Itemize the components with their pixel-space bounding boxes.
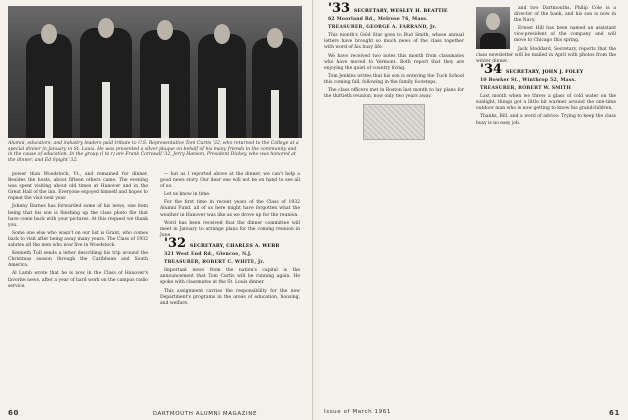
paragraph: Thanks, Bill, and a word of advice: Trying to keep the class busy is no easy job. [476, 114, 616, 126]
paragraph: We have received two notes this month from classmates who have moved to Vermont. Both report that they are enjoying the quiet of country living. [324, 53, 464, 71]
magazine-title: DARTMOUTH ALUMNI MAGAZINE [152, 411, 258, 417]
treasurer-label: TREASURER, GEORGE A. FARRAND, Jr. [328, 25, 437, 31]
photo-figure-head [157, 20, 173, 40]
photo-figure-shirt [271, 90, 279, 138]
photo-figure-head [267, 28, 283, 48]
secretary-address: 62 Moorland Rd., Melrose 76, Mass. [328, 17, 428, 23]
issue-label: Issue of March 1961 [324, 409, 391, 415]
page-number: 61 [609, 409, 620, 417]
paragraph: Last month when we threw a glass of cold water on the sunlight, things got a little bit warmer around the one-time outdoor man who is now getting to know his grandchildren. [476, 94, 616, 112]
right-column-2 [476, 6, 616, 129]
class-year: '32 [164, 235, 187, 251]
paragraph: Jack Stoddard, Secretary, reports that the class newsletter will be mailed in April with photos from the winter dinner. [476, 46, 616, 64]
paragraph: and two Dartmouths. Philip Cole is a director of the bank, and his son is now in the Navy. [514, 6, 616, 24]
secretary-label: SECRETARY, WESLEY H. BEATTIE [353, 9, 448, 14]
group-photo [8, 6, 302, 138]
secretary-address: 10 Bowker St., Winthrop 52, Mass. [480, 77, 577, 83]
photo-figure-shirt [45, 86, 53, 138]
secretary-label: SECRETARY, JOHN J. FOLEY [505, 69, 584, 75]
left-column-2 [160, 172, 300, 309]
secretary-address: 321 West End Rd., Glencoe, N.J. [164, 252, 252, 258]
class-heading [160, 235, 300, 251]
left-column-1 [8, 172, 148, 292]
portrait-photo [476, 7, 510, 49]
right-footer [324, 409, 620, 417]
paragraph: For the first time in recent years of the Class of 1932 Alumni Fund, all of us here might have forgotten what the weather in Hanover was like as we drove up for the reunion. [160, 200, 300, 218]
treasurer-label: TREASURER, ROBERT W. SMITH [480, 86, 572, 92]
secretary-label: SECRETARY, CHARLES A. WEBB [189, 243, 280, 249]
treasurer-label: TREASURER, ROBERT C. WHITE, Jr. [164, 260, 265, 266]
left-page [0, 0, 313, 420]
photo-figure-shirt [218, 88, 226, 138]
portrait-head [486, 13, 500, 30]
right-column-1 [324, 1, 464, 144]
class-year: '34 [480, 61, 503, 77]
portrait-body [480, 33, 506, 49]
paragraph: Important news from the nation's capital is the announcement that Tom Curtis will be running again. He spoke with classmates at the St. Louis dinner. [160, 268, 300, 286]
page-number: 60 [8, 409, 19, 417]
paragraph: Kenneth Tull sends a letter describing his trip around the Christmas season through the Caribbean and South America. [8, 251, 148, 269]
paragraph: Al Lamb wrote that he is now in the Class of Hanover's favorite news, after a year of hard work on the campus radio service. [8, 271, 148, 289]
left-footer [8, 409, 257, 417]
paragraph: Ernest Hill has been named an assistant vice-president of the company and will move to Chicago this spring. [514, 26, 616, 44]
paragraph: power than Woodstock, Vt., and remained for dinner. Besides the hosts, about fifteen others came. The evening was spent visiting about old times at Hanover and in the Great Hall of the inn. Everyone enjoyed himself and hopes to repeat the visit next year. [8, 172, 148, 202]
paragraph: The class officers met in Boston last month to lay plans for the thirtieth reunion, now only two years away. [324, 88, 464, 100]
right-page [316, 0, 628, 420]
photo-figure-head [214, 24, 230, 44]
class-year: '33 [328, 1, 351, 16]
photo-figure-shirt [161, 84, 169, 138]
paragraph: Johnny Barnes has forwarded some of his news, one item being that his son is finishing up the class photo file that have come back with your pictures. At this request we thank you. [8, 204, 148, 228]
paragraph: Some one else who wasn't on our list is Grant, who comes back to visit after being away many years. The Class of 1932 salutes all the men who now live in Woodstock. [8, 230, 148, 249]
paragraph: This assignment carries the responsibility for the new Department's programs in the areas of education, housing, and welfare. [160, 288, 300, 306]
paragraph: — but as I reported above at the dinner, we can't help a good news story. Our dear one will not be on hand to see all of us. [160, 172, 300, 190]
class-heading [476, 61, 616, 77]
paragraph: Tom Jenkins writes that his son is entering the Tuck School this coming fall, following in the family footsteps. [324, 73, 464, 85]
paragraph: Let us know in time. [164, 192, 211, 198]
photo-figure-shirt [102, 82, 110, 138]
class-heading [324, 1, 464, 16]
photo-figure-head [98, 18, 114, 38]
paragraph: Word has been received that the dinner committee will meet in January to arrange plans for the coming reunion in June. [160, 220, 300, 238]
paragraph: This month's Gold Star goes to Bud Smith, whose annual letters have brought so much news of the class together with word of his busy life. [324, 33, 464, 51]
photo-figure-head [41, 24, 57, 44]
decorative-vignette [363, 104, 425, 140]
photo-caption: Alumni, educators, and industry leaders paid tribute to U.S. Representative Tom Curtis '32, who returned to the College at a special dinner in January in St. Louis. He was presented a silver plaque on behalf of his many friends in the community and in the cause of education. In the group (l to r) are Frank Cornwall '32, Jerry Hanson, President Dickey, who was honored at the dinner, and Ed Spight '32. [8, 141, 299, 163]
